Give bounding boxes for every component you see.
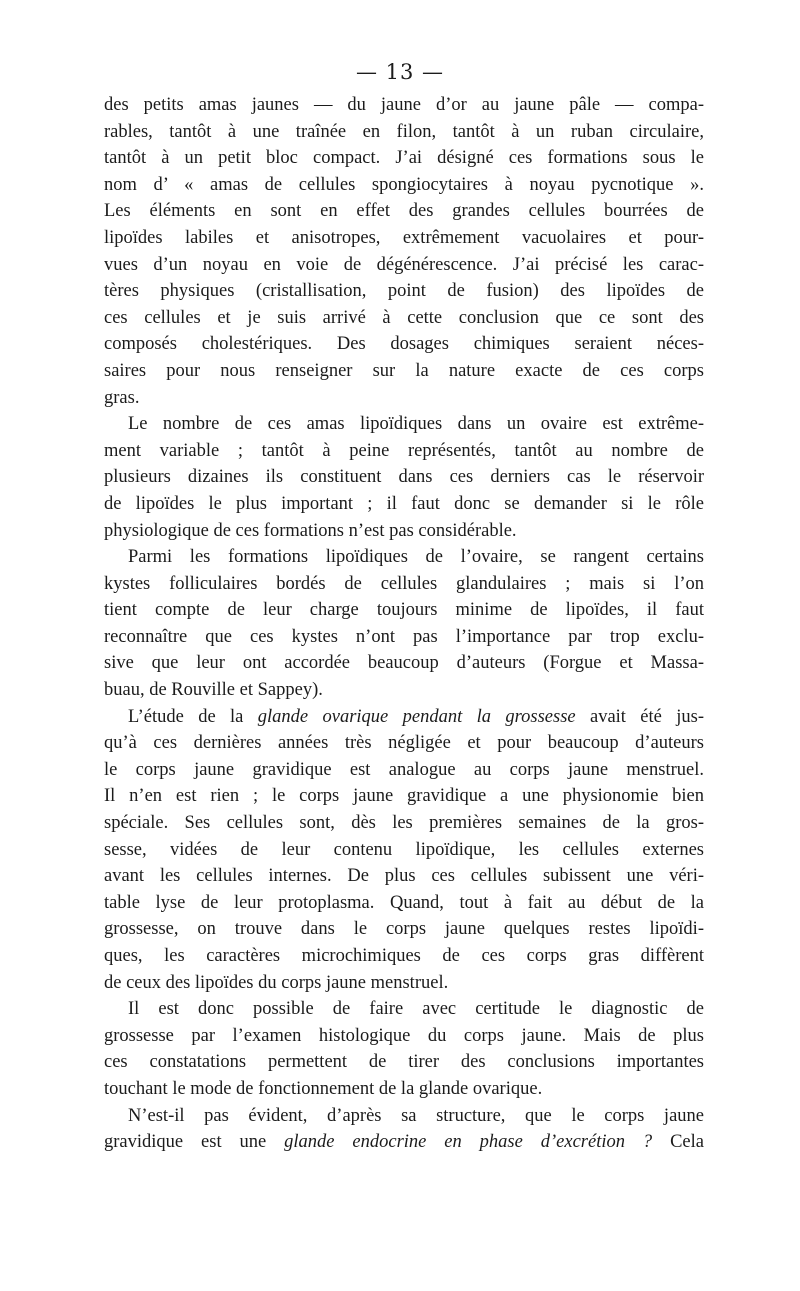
text-line: qu’à ces dernières années très négligée et pour beaucoup d’auteurs [104,733,704,754]
text-line: Il est donc possible de faire avec certitude le diagnostic de [128,999,704,1020]
text-line: table lyse de leur protoplasma. Quand, tout à fait au début de la [104,892,704,913]
text-line: Les éléments en sont en effet des grandes cellules bourrées de [104,201,704,222]
text-line: ques, les caractères microchimiques de ces corps gras diffèrent [104,946,704,966]
text-line: tantôt à un petit bloc compact. J’ai désigné ces formations sous le [104,148,704,169]
text-line: de lipoïdes le plus important ; il faut donc se demander si le rôle [104,493,704,514]
text-line: rables, tantôt à une traînée en filon, tantôt à un ruban circulaire, [104,121,704,142]
text-line: composés cholestériques. Des dosages chimiques seraient néces- [104,334,704,355]
text-line: vues d’un noyau en voie de dégénérescence. J’ai précisé les carac- [104,254,704,275]
text-run: L’étude de la [128,706,258,727]
text-line: Le nombre de ces amas lipoïdiques dans un ovaire est extrême- [128,414,704,435]
text-line: plusieurs dizaines ils constituent dans ces derniers cas le réservoir [104,467,704,488]
text-line: le corps jaune gravidique est analogue au corps jaune menstruel. [104,759,704,780]
text-line: tères physiques (cristallisation, point de fusion) des lipoïdes de [104,281,704,302]
text-run: avait été jus- [575,706,704,727]
text-line: touchant le mode de fonctionnement de la glande ovarique. [104,1078,543,1099]
text-line: spéciale. Ses cellules sont, dès les premières semaines de la gros- [104,813,704,834]
text-line: grossesse, on trouve dans le corps jaune quelques restes lipoïdi- [104,919,704,940]
text-line: Il n’en est rien ; le corps jaune gravidique a une physionomie bien [104,786,704,807]
text-line: ces cellules et je suis arrivé à cette conclusion que ce sont des [104,307,704,328]
text-line: saires pour nous renseigner sur la nature exacte de ces corps [104,360,704,381]
text-line: kystes folliculaires bordés de cellules glandulaires ; mais si l’on [104,573,704,594]
text-line: sive que leur ont accordée beaucoup d’auteurs (Forgue et Massa- [104,653,704,674]
italic-phrase: glande endocrine en phase d’excrétion ? [284,1132,653,1153]
text-line: ment variable ; tantôt à peine représentés, tantôt au nombre de [104,440,704,461]
text-line: buau, de Rouville et Sappey). [104,680,323,701]
text-line [104,704,704,731]
text-line: de ceux des lipoïdes du corps jaune menstruel. [104,972,449,993]
text-line: reconnaître que ces kystes n’ont pas l’importance par trop exclu- [104,626,704,647]
text-line: ces constatations permettent de tirer des conclusions importantes [104,1052,704,1073]
text-line: Parmi les formations lipoïdiques de l’ovaire, se rangent certains [128,547,704,568]
body-text [104,92,704,1156]
text-line: nom d’ « amas de cellules spongiocytaires à noyau pycnotique ». [104,174,704,195]
text-run: Cela [652,1132,704,1153]
text-line: des petits amas jaunes — du jaune d’or au jaune pâle — compa- [104,95,704,115]
text-line: N’est-il pas évident, d’après sa structure, que le corps jaune [128,1105,704,1126]
text-line: gras. [104,387,140,408]
italic-phrase: glande ovarique pendant la grossesse [257,706,576,727]
text-line: avant les cellules internes. De plus ces cellules subissent une véri- [104,866,704,887]
text-line: tient compte de leur charge toujours minime de lipoïdes, il faut [104,600,704,621]
text-line: physiologique de ces formations n’est pas considérable. [104,520,517,541]
text-line: lipoïdes labiles et anisotropes, extrêmement vacuolaires et pour- [104,227,704,248]
page-number: — 13 — [355,60,445,84]
text-line: grossesse par l’examen histologique du corps jaune. Mais de plus [104,1025,704,1046]
text-line: sesse, vidées de leur contenu lipoïdique, les cellules externes [104,839,704,860]
text-run: gravidique est une [104,1132,285,1153]
text-line [104,1129,704,1156]
